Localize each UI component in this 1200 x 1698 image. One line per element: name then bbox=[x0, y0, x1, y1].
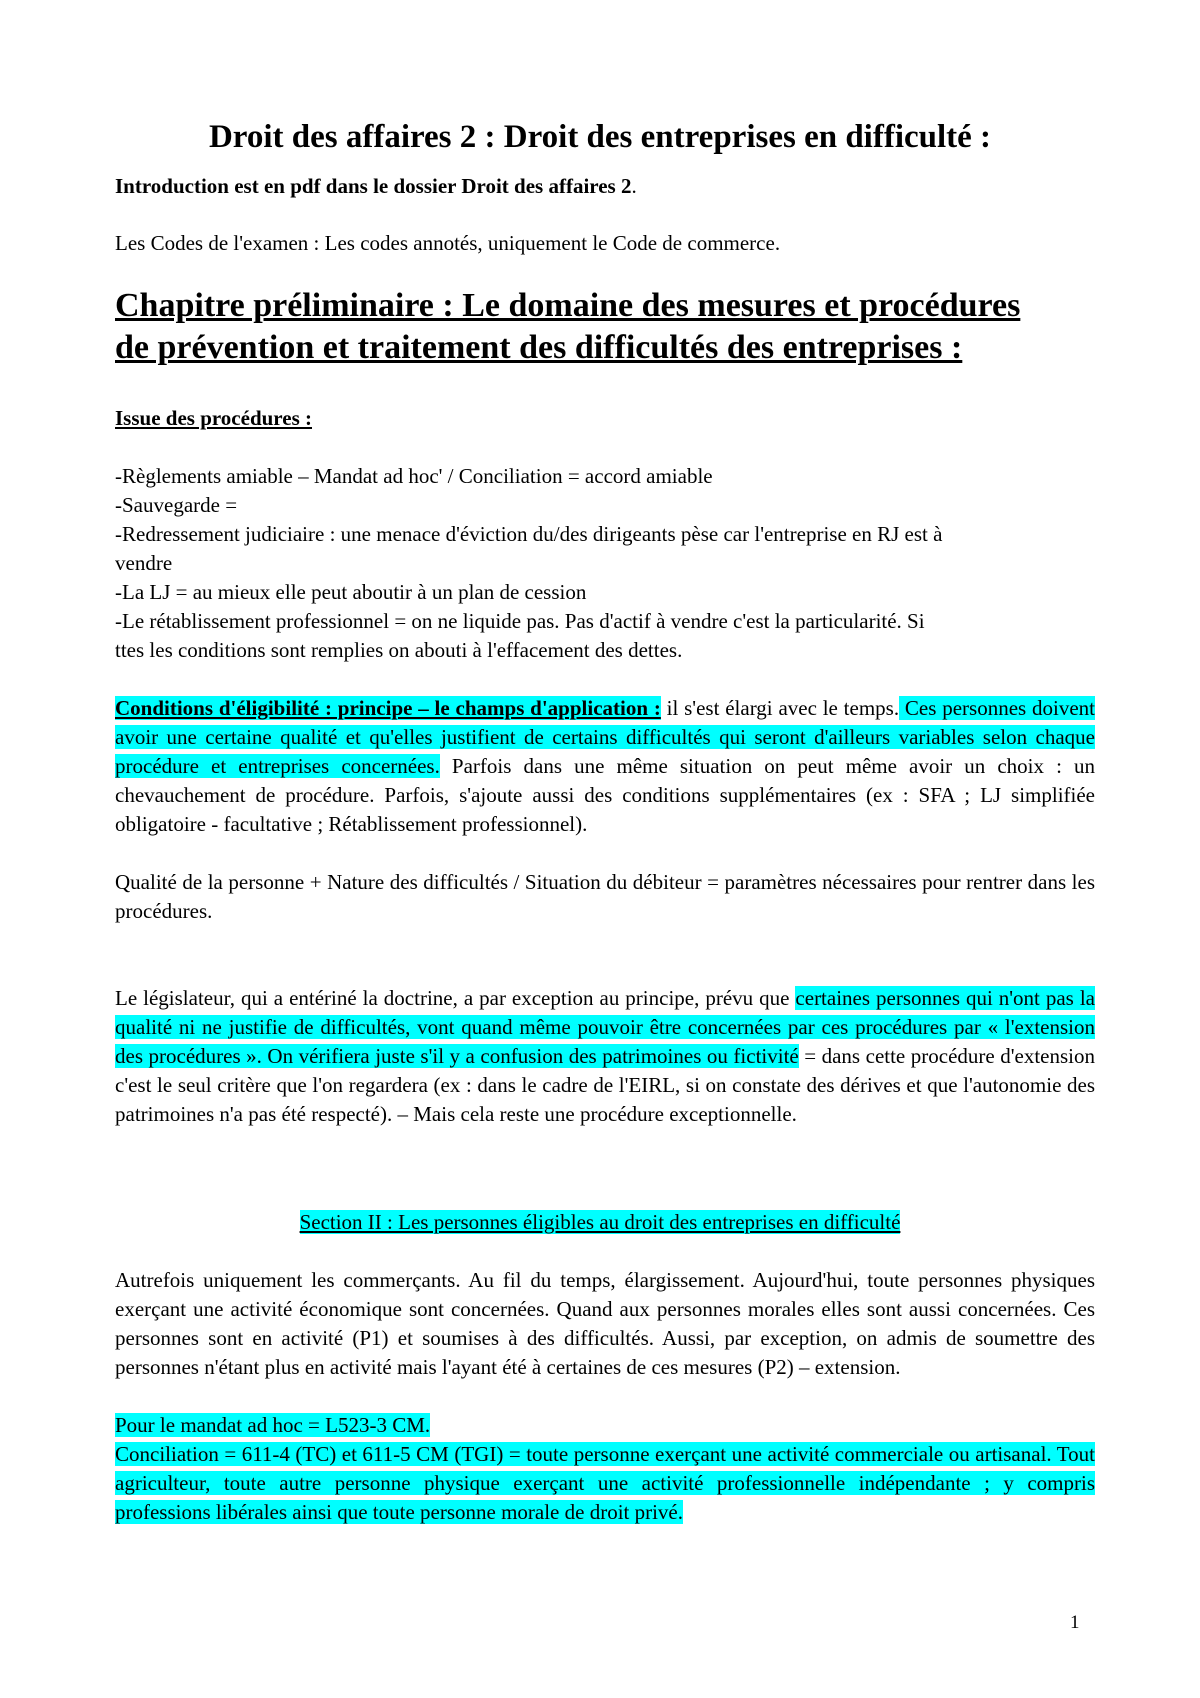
document-title: Droit des affaires 2 : Droit des entreprises en difficulté : bbox=[208, 119, 992, 155]
mandat-text: Pour le mandat ad hoc = L523-3 CM. bbox=[115, 1413, 431, 1437]
conditions-paragraph-2: Qualité de la personne + Nature des difficultés / Situation du débiteur = paramètres nécessaires pour rentrer dans les procédures. bbox=[115, 870, 1095, 923]
issue-item: -Redressement judiciaire : une menace d'éviction du/des dirigeants pèse car l'entreprise en RJ est à bbox=[115, 522, 943, 546]
section-heading-text: Section II : Les personnes éligibles au droit des entreprises en difficulté bbox=[299, 1210, 901, 1234]
conciliation-paragraph bbox=[115, 1440, 1095, 1527]
legislateur-paragraph bbox=[115, 984, 1095, 1129]
intro-note bbox=[115, 172, 1095, 201]
page-number: 1 bbox=[1070, 1612, 1080, 1633]
autrefois-paragraph: Autrefois uniquement les commerçants. Au fil du temps, élargissement. Aujourd'hui, toute personnes physiques exerçant une activité économique sont concernées. Quand aux personnes morales elles sont aussi concernées. Ces personnes sont en activité (P1) et soumises à des difficultés. Aussi, par exception, on admis de soumettre des personnes n'étant plus en activité mais l'ayant été à certaines de ces mesures (P2) – extension. bbox=[115, 1268, 1095, 1379]
conciliation-text: Conciliation = 611-4 (TC) et 611-5 CM (TGI) = toute personne exerçant une activité commerciale ou artisanal. Tout agriculteur, toute autre personne physique exerçant une activité professionnelle indépendante ; y compris professions libérales ainsi que toute personne morale de droit privé. bbox=[115, 1442, 1095, 1524]
issue-heading: Issue des procédures : bbox=[115, 406, 312, 430]
chapter-title-line-1: Chapitre préliminaire : Le domaine des mesures et procédures bbox=[115, 287, 1021, 324]
conditions-text-c: Parfois dans une même situation on peut même avoir un choix : un chevauchement de procédure. Parfois, s'ajoute aussi des conditions supplémentaires (ex : SFA ; LJ simplifiée obligatoire - facultative ; Rétablissement professionnel). bbox=[115, 754, 1095, 836]
issue-item: -Le rétablissement professionnel = on ne liquide pas. Pas d'actif à vendre c'est la particularité. Si bbox=[115, 609, 925, 633]
section-heading bbox=[0, 1208, 1200, 1237]
legislateur-text-c: = dans cette procédure d'extension c'est le seul critère que l'on regardera (ex : dans le cadre de l'EIRL, si on constate des dérives et que l'autonomie des patrimoines n'a pas été respecté). – Mais cela reste une procédure exceptionnelle. bbox=[115, 1044, 1096, 1126]
conditions-heading: Conditions d'éligibilité : principe – le champs d'application : bbox=[115, 696, 661, 720]
mandat-paragraph bbox=[115, 1411, 1095, 1440]
conditions-text-a: il s'est élargi avec le temps. bbox=[660, 696, 900, 720]
issue-item: -Sauvegarde = bbox=[115, 493, 238, 517]
issue-item: ttes les conditions sont remplies on abouti à l'effacement des dettes. bbox=[115, 638, 683, 662]
issue-item: -La LJ = au mieux elle peut aboutir à un plan de cession bbox=[115, 580, 587, 604]
intro-note-text: Introduction est en pdf dans le dossier Droit des affaires 2 bbox=[115, 174, 632, 198]
issue-item: vendre bbox=[115, 551, 173, 575]
issue-item: -Règlements amiable – Mandat ad hoc' / Conciliation = accord amiable bbox=[115, 464, 713, 488]
conditions-paragraph bbox=[115, 694, 1095, 839]
legislateur-text-highlight: certaines personnes qui n'ont pas la qualité ni ne justifie de difficultés, vont quand même pouvoir être concernées par ces procédures par « l'extension des procédures ». On vérifiera juste s'il y a confusion des patrimoines ou fictivité bbox=[115, 986, 1095, 1068]
chapter-title-line-2: de prévention et traitement des difficultés des entreprises : bbox=[115, 329, 963, 366]
codes-line: Les Codes de l'examen : Les codes annotés, uniquement le Code de commerce. bbox=[115, 231, 781, 255]
legislateur-text-a: Le législateur, qui a entériné la doctrine, a par exception au principe, prévu que bbox=[115, 986, 796, 1010]
conditions-text-highlight: Ces personnes doivent avoir une certaine qualité et qu'elles justifient de certains difficultés qui seront d'ailleurs variables selon chaque procédure et entreprises concernées. bbox=[115, 696, 1095, 778]
intro-note-end: . bbox=[631, 174, 637, 198]
